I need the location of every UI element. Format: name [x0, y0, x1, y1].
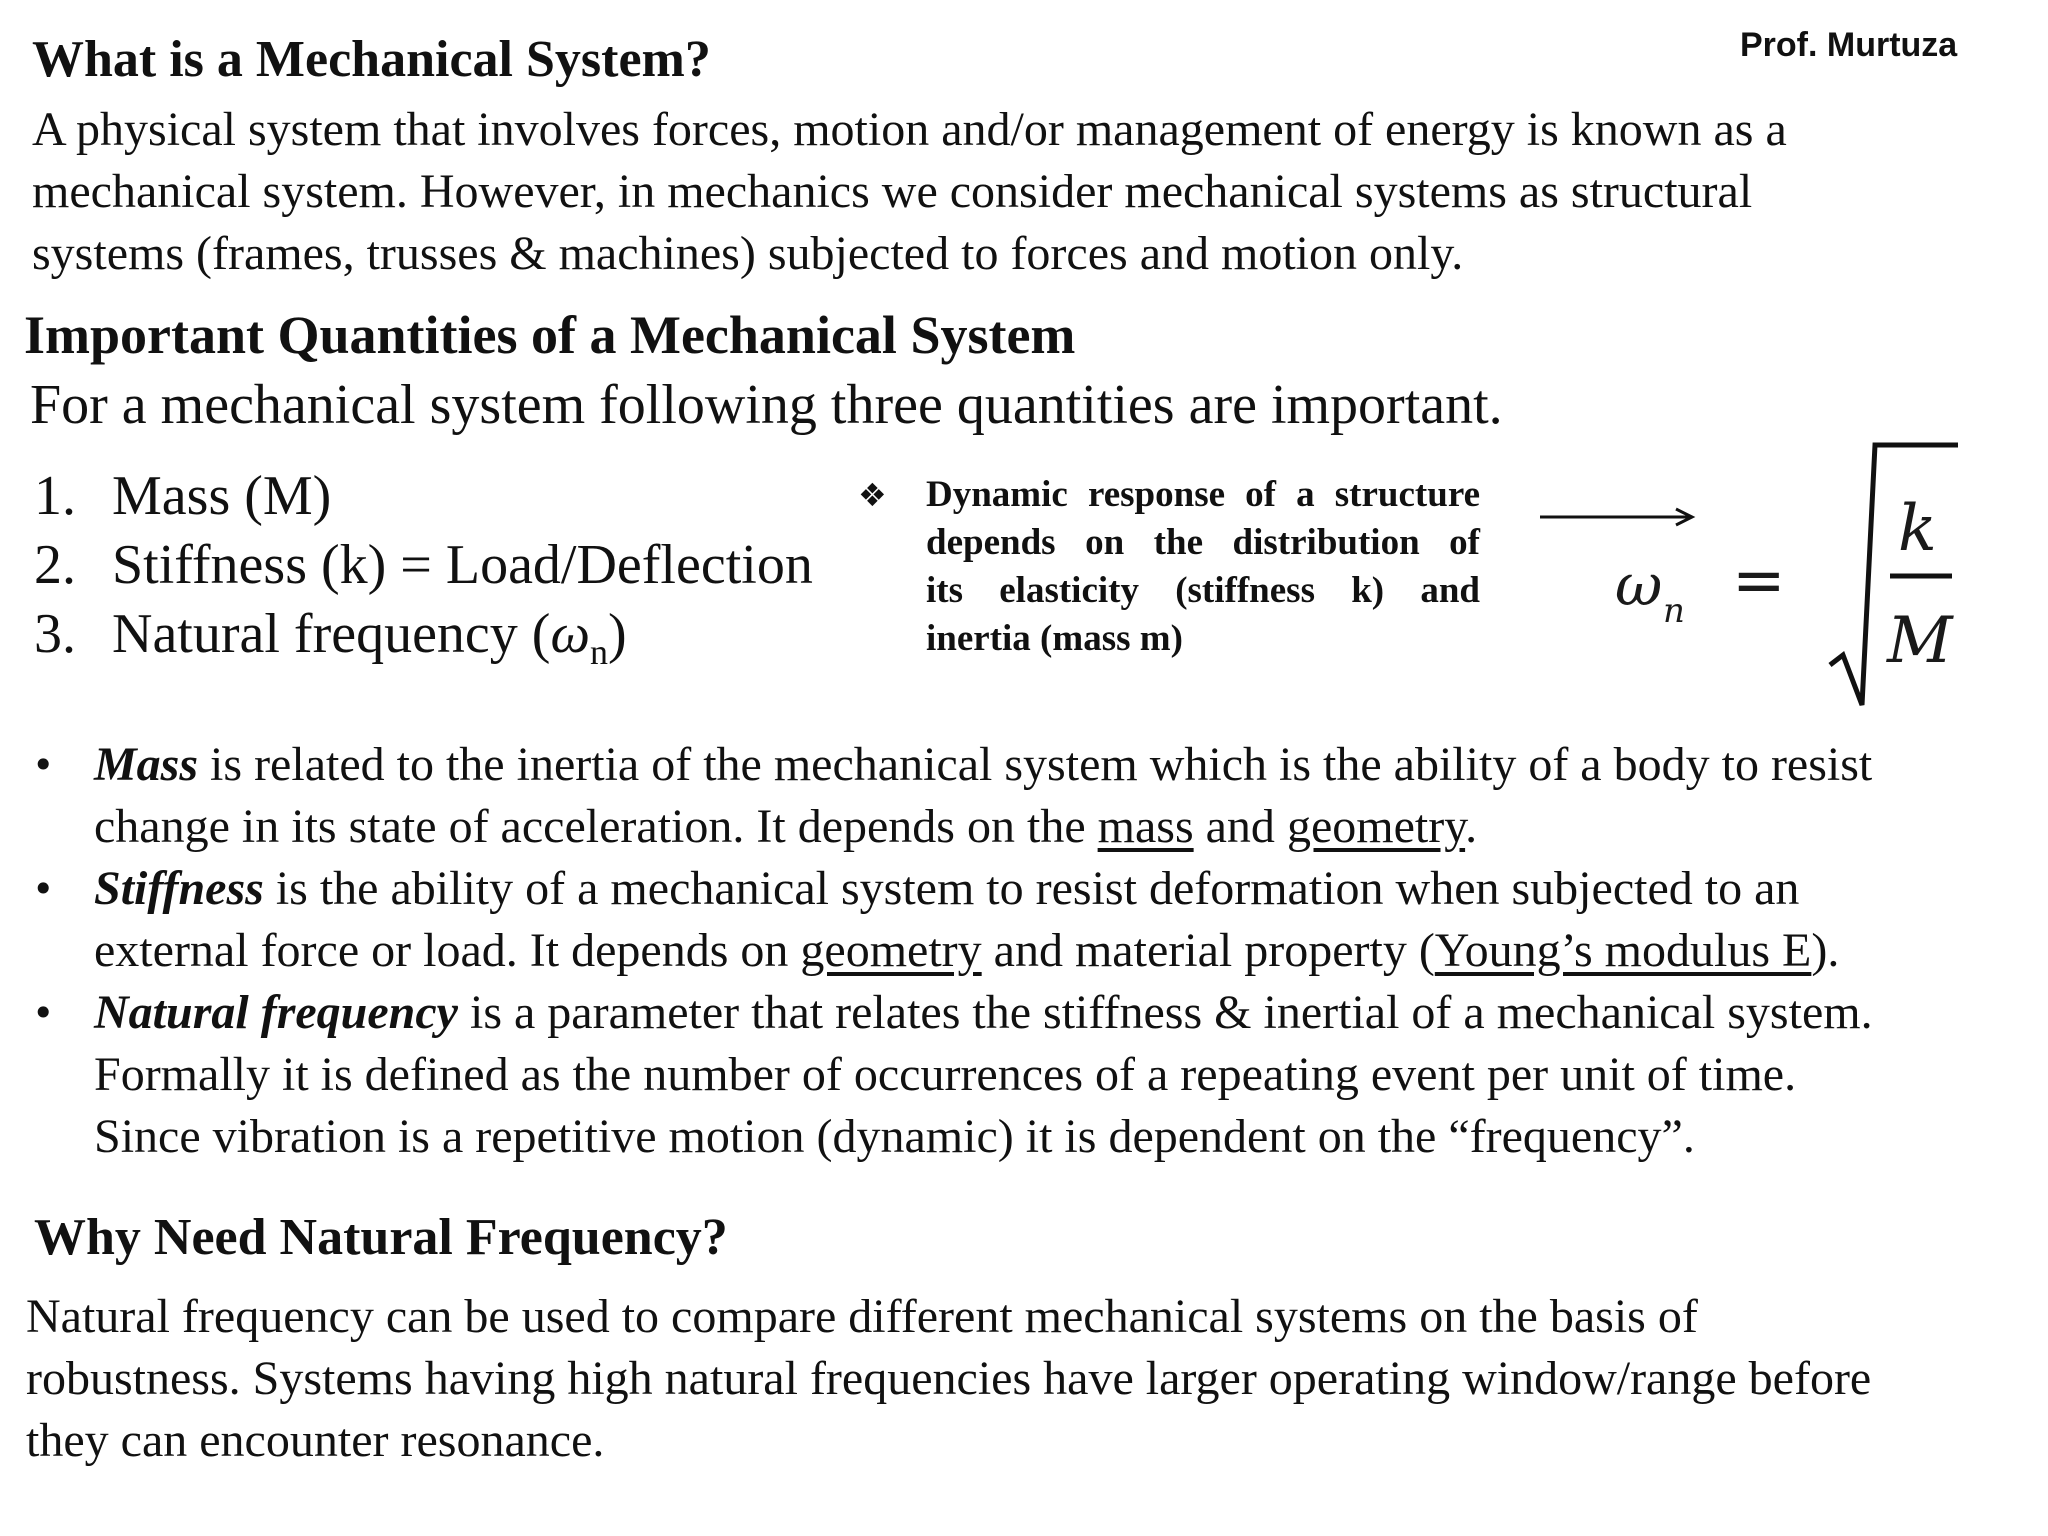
list-item-close: ) — [607, 603, 627, 665]
bullet-line — [94, 858, 2032, 920]
note-line: depends on the distribution of — [926, 522, 1480, 563]
natural-frequency-formula — [1540, 430, 2020, 730]
underlined-term: mass — [1097, 800, 1194, 853]
section-title-why-natural-frequency: Why Need Natural Frequency? — [34, 1209, 728, 1266]
paragraph-line: robustness. Systems having high natural frequencies have larger operating window/range before — [26, 1352, 1872, 1405]
underlined-term: geometry — [800, 924, 982, 977]
bullet-text: is a parameter that relates the stiffness & inertial of a mechanical system. — [457, 986, 1873, 1039]
list-item-text: Natural frequency ( — [112, 603, 551, 665]
list-item — [34, 462, 813, 531]
formula-subscript-n: n — [1663, 591, 1685, 631]
bullet-line: Formally it is defined as the number of occurrences of a repeating event per unit of time. — [94, 1048, 1797, 1101]
list-item — [32, 982, 2032, 1168]
section-paragraph-mechanical-system — [32, 99, 1787, 285]
section-intro: For a mechanical system following three quantities are important. — [30, 374, 1503, 436]
note-line: Dynamic response of a structure — [926, 474, 1480, 515]
list-item — [32, 858, 2032, 982]
list-item — [32, 734, 2032, 858]
list-number: 2. — [34, 534, 76, 596]
paragraph-line: Natural frequency can be used to compare different mechanical systems on the basis of — [26, 1290, 1698, 1343]
section-paragraph-why-natural-frequency — [26, 1286, 1871, 1472]
bullet-line — [94, 920, 2032, 982]
bullet-text: change in its state of acceleration. It depends on the — [94, 800, 1098, 853]
term-stiffness: Stiffness — [94, 862, 264, 915]
bullet-line — [94, 982, 2032, 1044]
right-arrow-icon — [1540, 509, 1692, 525]
bullet-text: and — [1193, 800, 1287, 853]
note-line: inertia (mass m) — [926, 618, 1183, 659]
bullet-line — [94, 796, 2032, 858]
note-line: its elasticity (stiffness k) and — [926, 570, 1480, 611]
bullet-text: and material property ( — [981, 924, 1435, 977]
list-number: 1. — [34, 465, 76, 527]
bullet-dot: • — [32, 743, 55, 787]
diamond-bullet-icon: ❖ — [858, 476, 887, 514]
paragraph-line: mechanical system. However, in mechanics we consider mechanical systems as structural — [32, 165, 1753, 218]
list-number: 3. — [34, 603, 76, 665]
paragraph-line: A physical system that involves forces, motion and/or management of energy is known as a — [32, 103, 1787, 156]
term-mass: Mass — [94, 738, 199, 791]
subscript-n: n — [589, 632, 608, 672]
list-item — [34, 600, 813, 672]
term-natural-frequency: Natural frequency — [94, 986, 458, 1039]
definition-bullets — [32, 734, 2032, 1168]
formula-omega: ω — [1615, 551, 1663, 619]
list-item-text: Mass (M) — [112, 465, 332, 527]
list-item — [34, 531, 813, 600]
bullet-dot: • — [32, 991, 55, 1035]
bullet-text: is related to the inertia of the mechanical system which is the ability of a body to resist — [198, 738, 1873, 791]
bullet-text: ). — [1811, 924, 1840, 977]
formula-denominator-m: M — [1887, 604, 1953, 678]
section-title-mechanical-system: What is a Mechanical System? — [32, 31, 711, 88]
formula-numerator-k: k — [1898, 492, 1937, 566]
bullet-text: is the ability of a mechanical system to resist deformation when subjected to an — [263, 862, 1800, 915]
dynamic-response-note — [860, 471, 1480, 663]
bullet-line: Since vibration is a repetitive motion (dynamic) it is dependent on the “frequency”. — [94, 1110, 1695, 1163]
quantities-list — [34, 462, 813, 672]
list-item-text: Stiffness (k) = Load/Deflection — [112, 534, 813, 596]
author-label: Prof. Murtuza — [1740, 26, 1958, 64]
bullet-text: external force or load. It depends on — [94, 924, 801, 977]
underlined-term: geometry — [1286, 800, 1466, 853]
underlined-term: Young’s modulus E — [1434, 924, 1812, 977]
paragraph-line: systems (frames, trusses & machines) subjected to forces and motion only. — [32, 227, 1464, 280]
omega-symbol: ω — [550, 603, 590, 665]
bullet-line — [94, 734, 2032, 796]
formula-equals: = — [1732, 544, 1786, 618]
bullet-dot: • — [32, 867, 55, 911]
paragraph-line: they can encounter resonance. — [26, 1414, 605, 1467]
bullet-text: . — [1465, 800, 1478, 853]
section-title-important-quantities: Important Quantities of a Mechanical System — [24, 305, 1076, 365]
